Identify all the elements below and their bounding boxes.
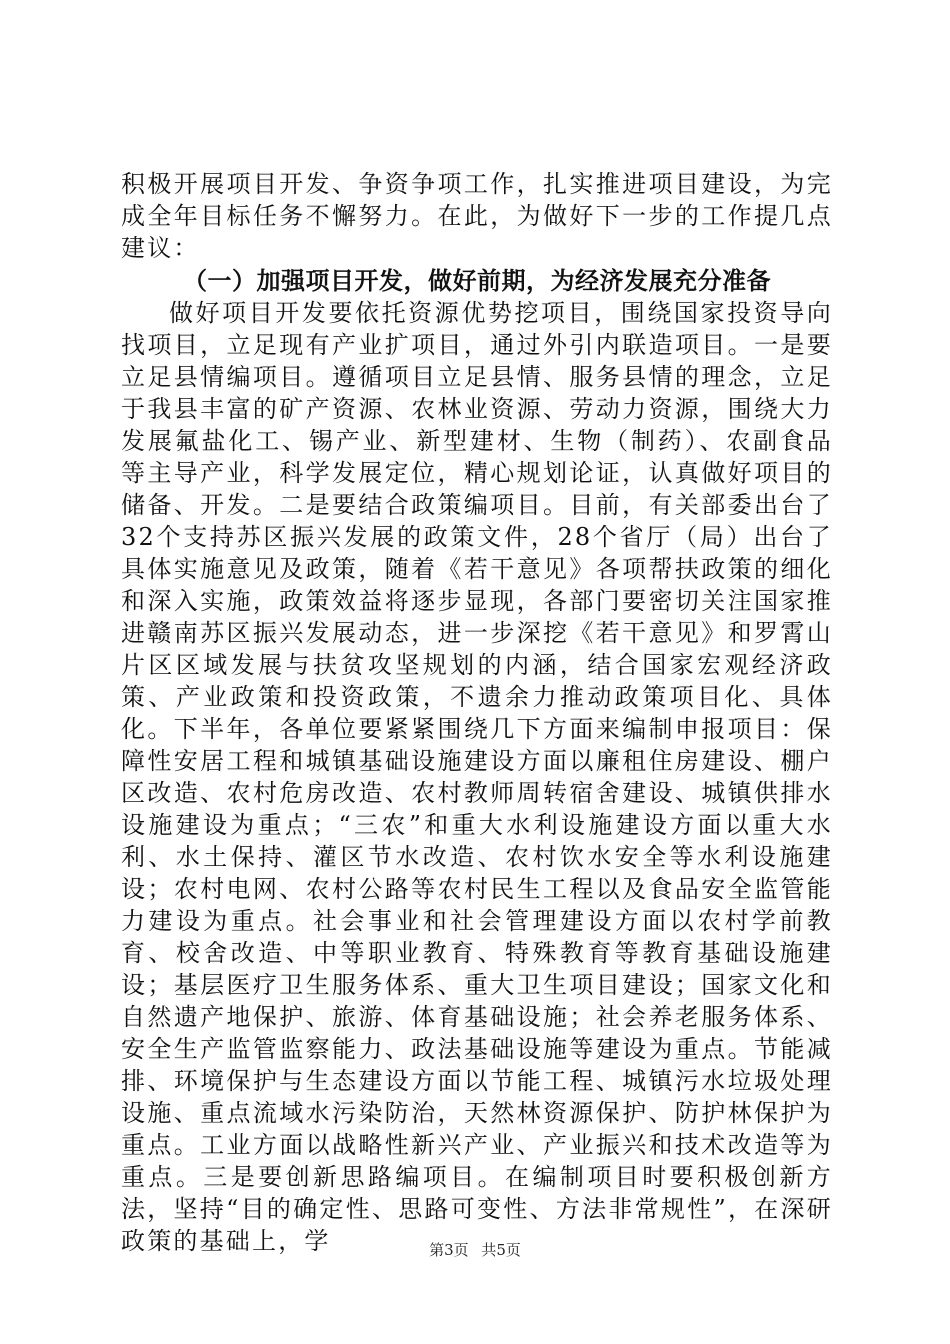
intro-paragraph: 积极开展项目开发、争资争项工作，扎实推进项目建设，为完成全年目标任务不懈努力。在此，为做好下一步的工作提几点建议： xyxy=(121,170,833,262)
document-body xyxy=(121,168,833,1257)
section-heading: （一）加强项目开发，做好前期，为经济发展充分准备 xyxy=(183,266,771,295)
page-number: 第3页 xyxy=(429,1241,469,1259)
page-total: 共5页 xyxy=(481,1241,521,1259)
page-footer xyxy=(0,1240,950,1260)
body-paragraph: 做好项目开发要依托资源优势挖项目，围绕国家投资导向找项目，立足现有产业扩项目，通过外引内联造项目。一是要立足县情编项目。遵循项目立足县情、服务县情的理念，立足于我县丰富的矿产资源、农林业资源、劳动力资源，围绕大力发展氟盐化工、锡产业、新型建材、生物（制药）、农副食品等主导产业，科学发展定位，精心规划论证，认真做好项目的储备、开发。二是要结合政策编项目。目前，有关部委出台了32个支持苏区振兴发展的政策文件，28个省厅（局）出台了具体实施意见及政策，随着《若干意见》各项帮扶政策的细化和深入实施，政策效益将逐步显现，各部门要密切关注国家推进赣南苏区振兴发展动态，进一步深挖《若干意见》和罗霄山片区区域发展与扶贫攻坚规划的内涵，结合国家宏观经济政策、产业政策和投资政策，不遗余力推动政策项目化、具体化。下半年，各单位要紧紧围绕几下方面来编制申报项目：保障性安居工程和城镇基础设施建设方面以廉租住房建设、棚户区改造、农村危房改造、农村教师周转宿舍建设、城镇供排水设施建设为重点；“三农”和重大水利设施建设方面以重大水利、水土保持、灌区节水改造、农村饮水安全等水利设施建设；农村电网、农村公路等农村民生工程以及食品安全监管能力建设为重点。社会事业和社会管理建设方面以农村学前教育、校舍改造、中等职业教育、特殊教育等教育基础设施建设；基层医疗卫生服务体系、重大卫生项目建设；国家文化和自然遗产地保护、旅游、体育基础设施；社会养老服务体系、安全生产监管监察能力、政法基础设施等建设为重点。节能减排、环境保护与生态建设方面以节能工程、城镇污水垃圾处理设施、重点流域水污染防治，天然林资源保护、防护林保护为重点。工业方面以战略性新兴产业、产业振兴和技术改造等为重点。三是要创新思路编项目。在编制项目时要积极创新方法，坚持“目的确定性、思路可变性、方法非常规性”，在深研政策的基础上，学 xyxy=(121,299,833,1255)
